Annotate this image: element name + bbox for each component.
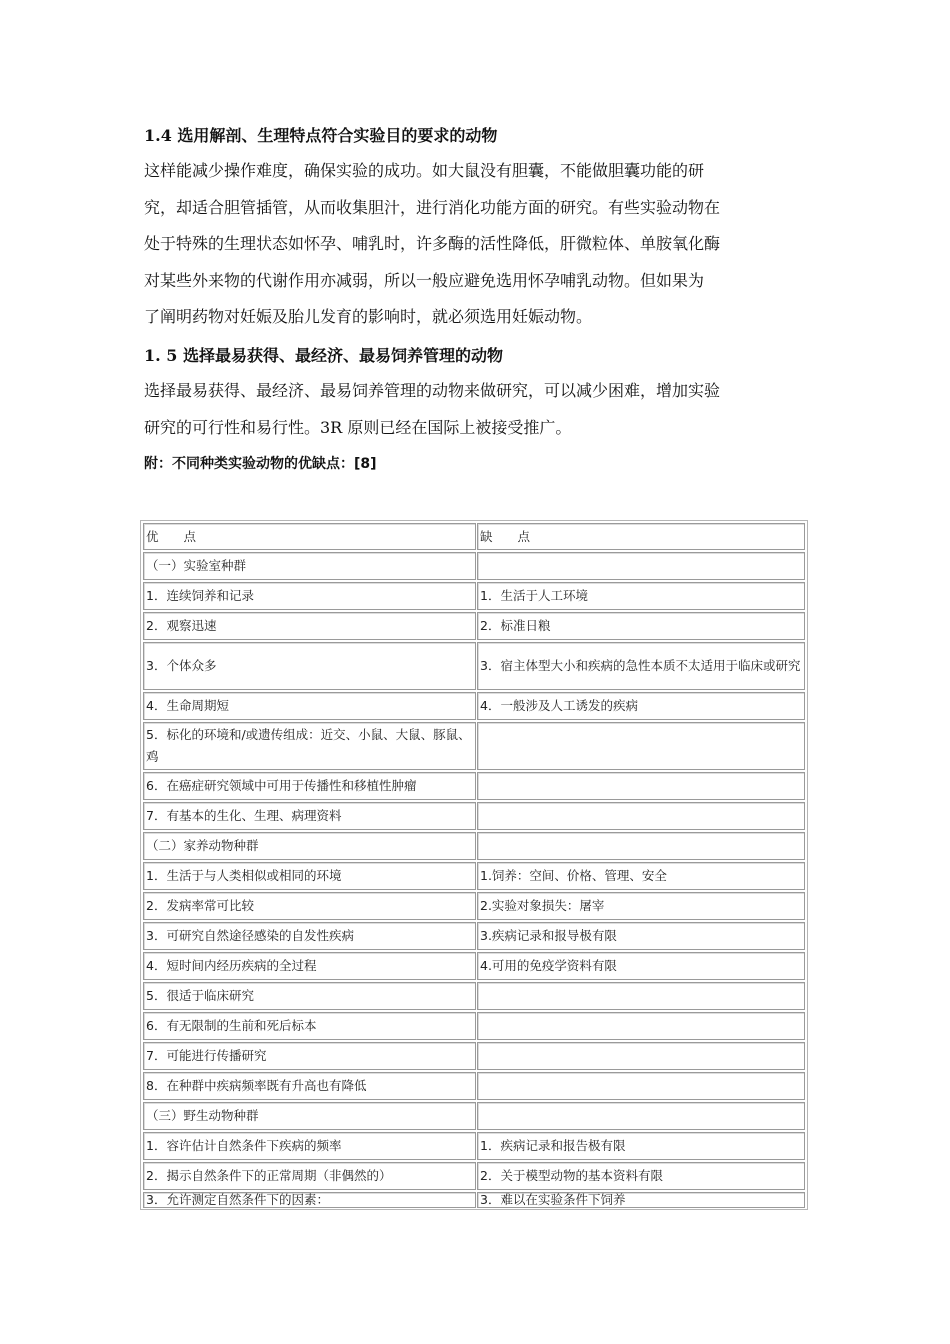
cons-cell: 2.实验对象损失：屠宰 bbox=[477, 892, 805, 920]
cons-cell: 1．疾病记录和报告极有限 bbox=[477, 1132, 805, 1160]
pros-cell: 2．揭示自然条件下的正常周期（非偶然的） bbox=[143, 1162, 476, 1190]
cons-cell bbox=[477, 1012, 805, 1040]
pros-cell: 4．短时间内经历疾病的全过程 bbox=[143, 952, 476, 980]
pros-cell: 5．很适于临床研究 bbox=[143, 982, 476, 1010]
cons-cell bbox=[477, 1102, 805, 1130]
table-row bbox=[143, 552, 805, 580]
table-header-row bbox=[143, 523, 805, 550]
pros-cell: 6．有无限制的生前和死后标本 bbox=[143, 1012, 476, 1040]
table-row bbox=[143, 1132, 805, 1160]
table-row bbox=[143, 1042, 805, 1070]
cons-cell bbox=[477, 552, 805, 580]
section-1-5-paragraph bbox=[144, 373, 809, 446]
pros-cell: 1．连续饲养和记录 bbox=[143, 582, 476, 610]
header-pros: 优 点 bbox=[143, 523, 476, 550]
pros-cell: （三）野生动物种群 bbox=[143, 1102, 476, 1130]
table-row bbox=[143, 1192, 805, 1208]
table-row bbox=[143, 952, 805, 980]
cons-cell: 3.疾病记录和报导极有限 bbox=[477, 922, 805, 950]
appendix-note: 附：不同种类实验动物的优缺点：[8] bbox=[144, 456, 377, 472]
cons-cell: 4.可用的免疫学资料有限 bbox=[477, 952, 805, 980]
table-row bbox=[143, 1102, 805, 1130]
pros-cell: 4．生命周期短 bbox=[143, 692, 476, 720]
pros-cell: （二）家养动物种群 bbox=[143, 832, 476, 860]
paragraph-line: 了阐明药物对妊娠及胎儿发育的影响时，就必须选用妊娠动物。 bbox=[144, 307, 593, 326]
table-row bbox=[143, 1072, 805, 1100]
cons-cell: 1.饲养：空间、价格、管理、安全 bbox=[477, 862, 805, 890]
table-row bbox=[143, 982, 805, 1010]
section-1-4-heading: 1.4 选用解剖、生理特点符合实验目的要求的动物 bbox=[144, 126, 498, 145]
paragraph-line: 处于特殊的生理状态如怀孕、哺乳时，许多酶的活性降低，肝微粒体、单胺氧化酶 bbox=[144, 234, 721, 253]
pros-cell: 8．在种群中疾病频率既有升高也有降低 bbox=[143, 1072, 476, 1100]
cons-cell: 2．关于模型动物的基本资料有限 bbox=[477, 1162, 805, 1190]
cons-cell bbox=[477, 832, 805, 860]
table-row bbox=[143, 692, 805, 720]
table-row bbox=[143, 582, 805, 610]
cons-cell: 2．标准日粮 bbox=[477, 612, 805, 640]
cons-cell: 3．宿主体型大小和疾病的急性本质不太适用于临床或研究 bbox=[477, 642, 805, 690]
header-cons: 缺 点 bbox=[477, 523, 805, 550]
pros-cell: 3．个体众多 bbox=[143, 642, 476, 690]
table-row bbox=[143, 832, 805, 860]
pros-cell: 2．发病率常可比较 bbox=[143, 892, 476, 920]
table-row bbox=[143, 642, 805, 690]
table-row bbox=[143, 722, 805, 770]
table-row bbox=[143, 802, 805, 830]
section-1-5-heading: 1. 5 选择最易获得、最经济、最易饲养管理的动物 bbox=[144, 346, 503, 365]
pros-cell: 1．容许估计自然条件下疾病的频率 bbox=[143, 1132, 476, 1160]
cons-cell: 3．难以在实验条件下饲养 bbox=[477, 1192, 805, 1208]
cons-cell bbox=[477, 802, 805, 830]
paragraph-line: 对某些外来物的代谢作用亦减弱，所以一般应避免选用怀孕哺乳动物。但如果为 bbox=[144, 270, 705, 290]
section-1-4-paragraph bbox=[144, 153, 809, 336]
pros-cell: 7．可能进行传播研究 bbox=[143, 1042, 476, 1070]
cons-cell bbox=[477, 1072, 805, 1100]
pros-cell: 6．在癌症研究领域中可用于传播性和移植性肿瘤 bbox=[143, 772, 476, 800]
table-row bbox=[143, 922, 805, 950]
table-row bbox=[143, 1012, 805, 1040]
pros-cell: 7．有基本的生化、生理、病理资料 bbox=[143, 802, 476, 830]
cons-cell bbox=[477, 772, 805, 800]
pros-cell: 5．标化的环境和/或遗传组成：近交、小鼠、大鼠、豚鼠、鸡 bbox=[143, 722, 476, 770]
pros-cell: 1．生活于与人类相似或相同的环境 bbox=[143, 862, 476, 890]
pros-cell: 3．可研究自然途径感染的自发性疾病 bbox=[143, 922, 476, 950]
pros-cell: 3．允许测定自然条件下的因素： bbox=[143, 1192, 476, 1208]
paragraph-line: 究，却适合胆管插管，从而收集胆汁，进行消化功能方面的研究。有些实验动物在 bbox=[144, 197, 721, 217]
paragraph-line: 研究的可行性和易行性。3R 原则已经在国际上被接受推广。 bbox=[144, 417, 572, 437]
pros-cell: 2．观察迅速 bbox=[143, 612, 476, 640]
pros-cell: （一）实验室种群 bbox=[143, 552, 476, 580]
cons-cell bbox=[477, 982, 805, 1010]
table-row bbox=[143, 892, 805, 920]
table-row bbox=[143, 1162, 805, 1190]
cons-cell: 1．生活于人工环境 bbox=[477, 582, 805, 610]
paragraph-line: 这样能减少操作难度，确保实验的成功。如大鼠没有胆囊，不能做胆囊功能的研 bbox=[144, 161, 705, 180]
cons-cell bbox=[477, 1042, 805, 1070]
paragraph-line: 选择最易获得、最经济、最易饲养管理的动物来做研究，可以减少困难，增加实验 bbox=[144, 381, 721, 400]
pros-cons-table bbox=[140, 520, 808, 1210]
cons-cell: 4．一般涉及人工诱发的疾病 bbox=[477, 692, 805, 720]
cons-cell bbox=[477, 722, 805, 770]
table-row bbox=[143, 612, 805, 640]
table-row bbox=[143, 862, 805, 890]
table-row bbox=[143, 772, 805, 800]
